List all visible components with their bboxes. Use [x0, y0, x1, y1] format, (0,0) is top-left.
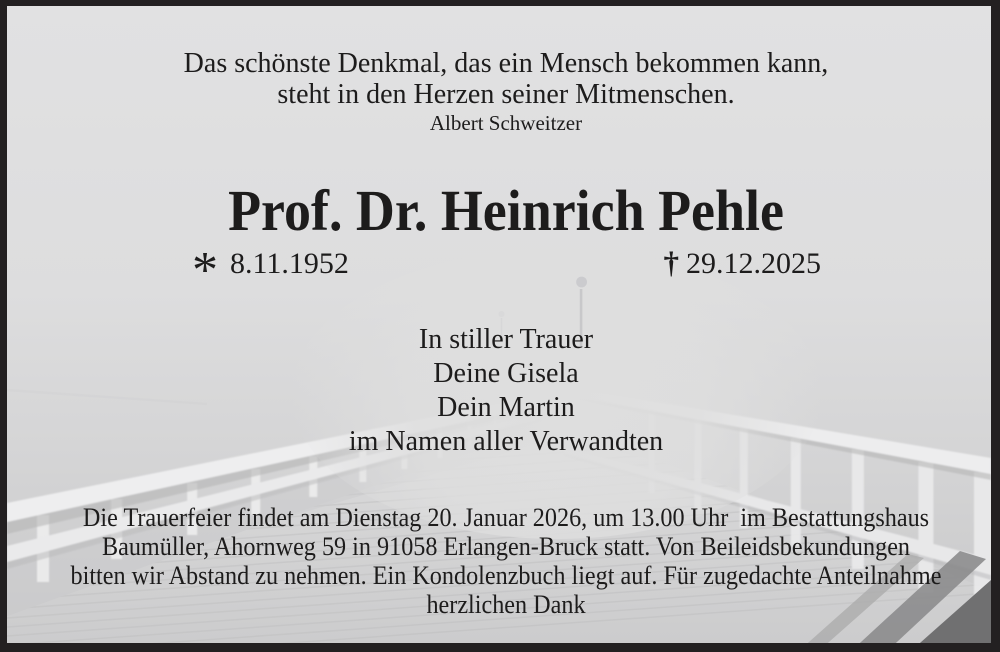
birth-date: 8.11.1952 — [230, 247, 349, 280]
deceased-name: Prof. Dr. Heinrich Pehle — [228, 178, 784, 243]
mourners-heading: In stiller Trauer — [418, 324, 594, 355]
mourner-name-2: Dein Martin — [437, 392, 575, 423]
death-date-group — [664, 246, 822, 281]
death-cross-icon: † — [663, 245, 679, 280]
mourners-block — [21, 323, 991, 459]
funeral-info-line-3: bitten wir Abstand zu nehmen. Ein Kondolenzbuch liegt auf. Für zugedachte Anteilnahme — [70, 561, 942, 590]
funeral-info-line-2: Baumüller, Ahornweg 59 in 91058 Erlangen-Bruck statt. Von Beileidsbekundungen — [101, 532, 911, 561]
quote-line-1: Das schönste Denkmal, das ein Mensch bekommen kann, — [183, 48, 829, 79]
quote-block — [21, 48, 991, 135]
funeral-info-line-4: herzlichen Dank — [426, 590, 586, 619]
birth-date-group: * 8.11.1952 — [192, 242, 349, 299]
quote-line-2: steht in den Herzen seiner Mitmenschen. — [277, 79, 735, 110]
life-dates-row — [192, 242, 821, 299]
funeral-info-line-1: Die Trauerfeier findet am Dienstag 20. Januar 2026, um 13.00 Uhr im Bestattungshaus — [82, 503, 930, 532]
quote-attribution: Albert Schweitzer — [429, 111, 583, 135]
mourners-addendum: im Namen aller Verwandten — [348, 426, 664, 457]
funeral-info-block — [21, 503, 991, 619]
mourner-name-1: Deine Gisela — [433, 358, 579, 389]
death-date: 29.12.2025 — [686, 247, 821, 280]
